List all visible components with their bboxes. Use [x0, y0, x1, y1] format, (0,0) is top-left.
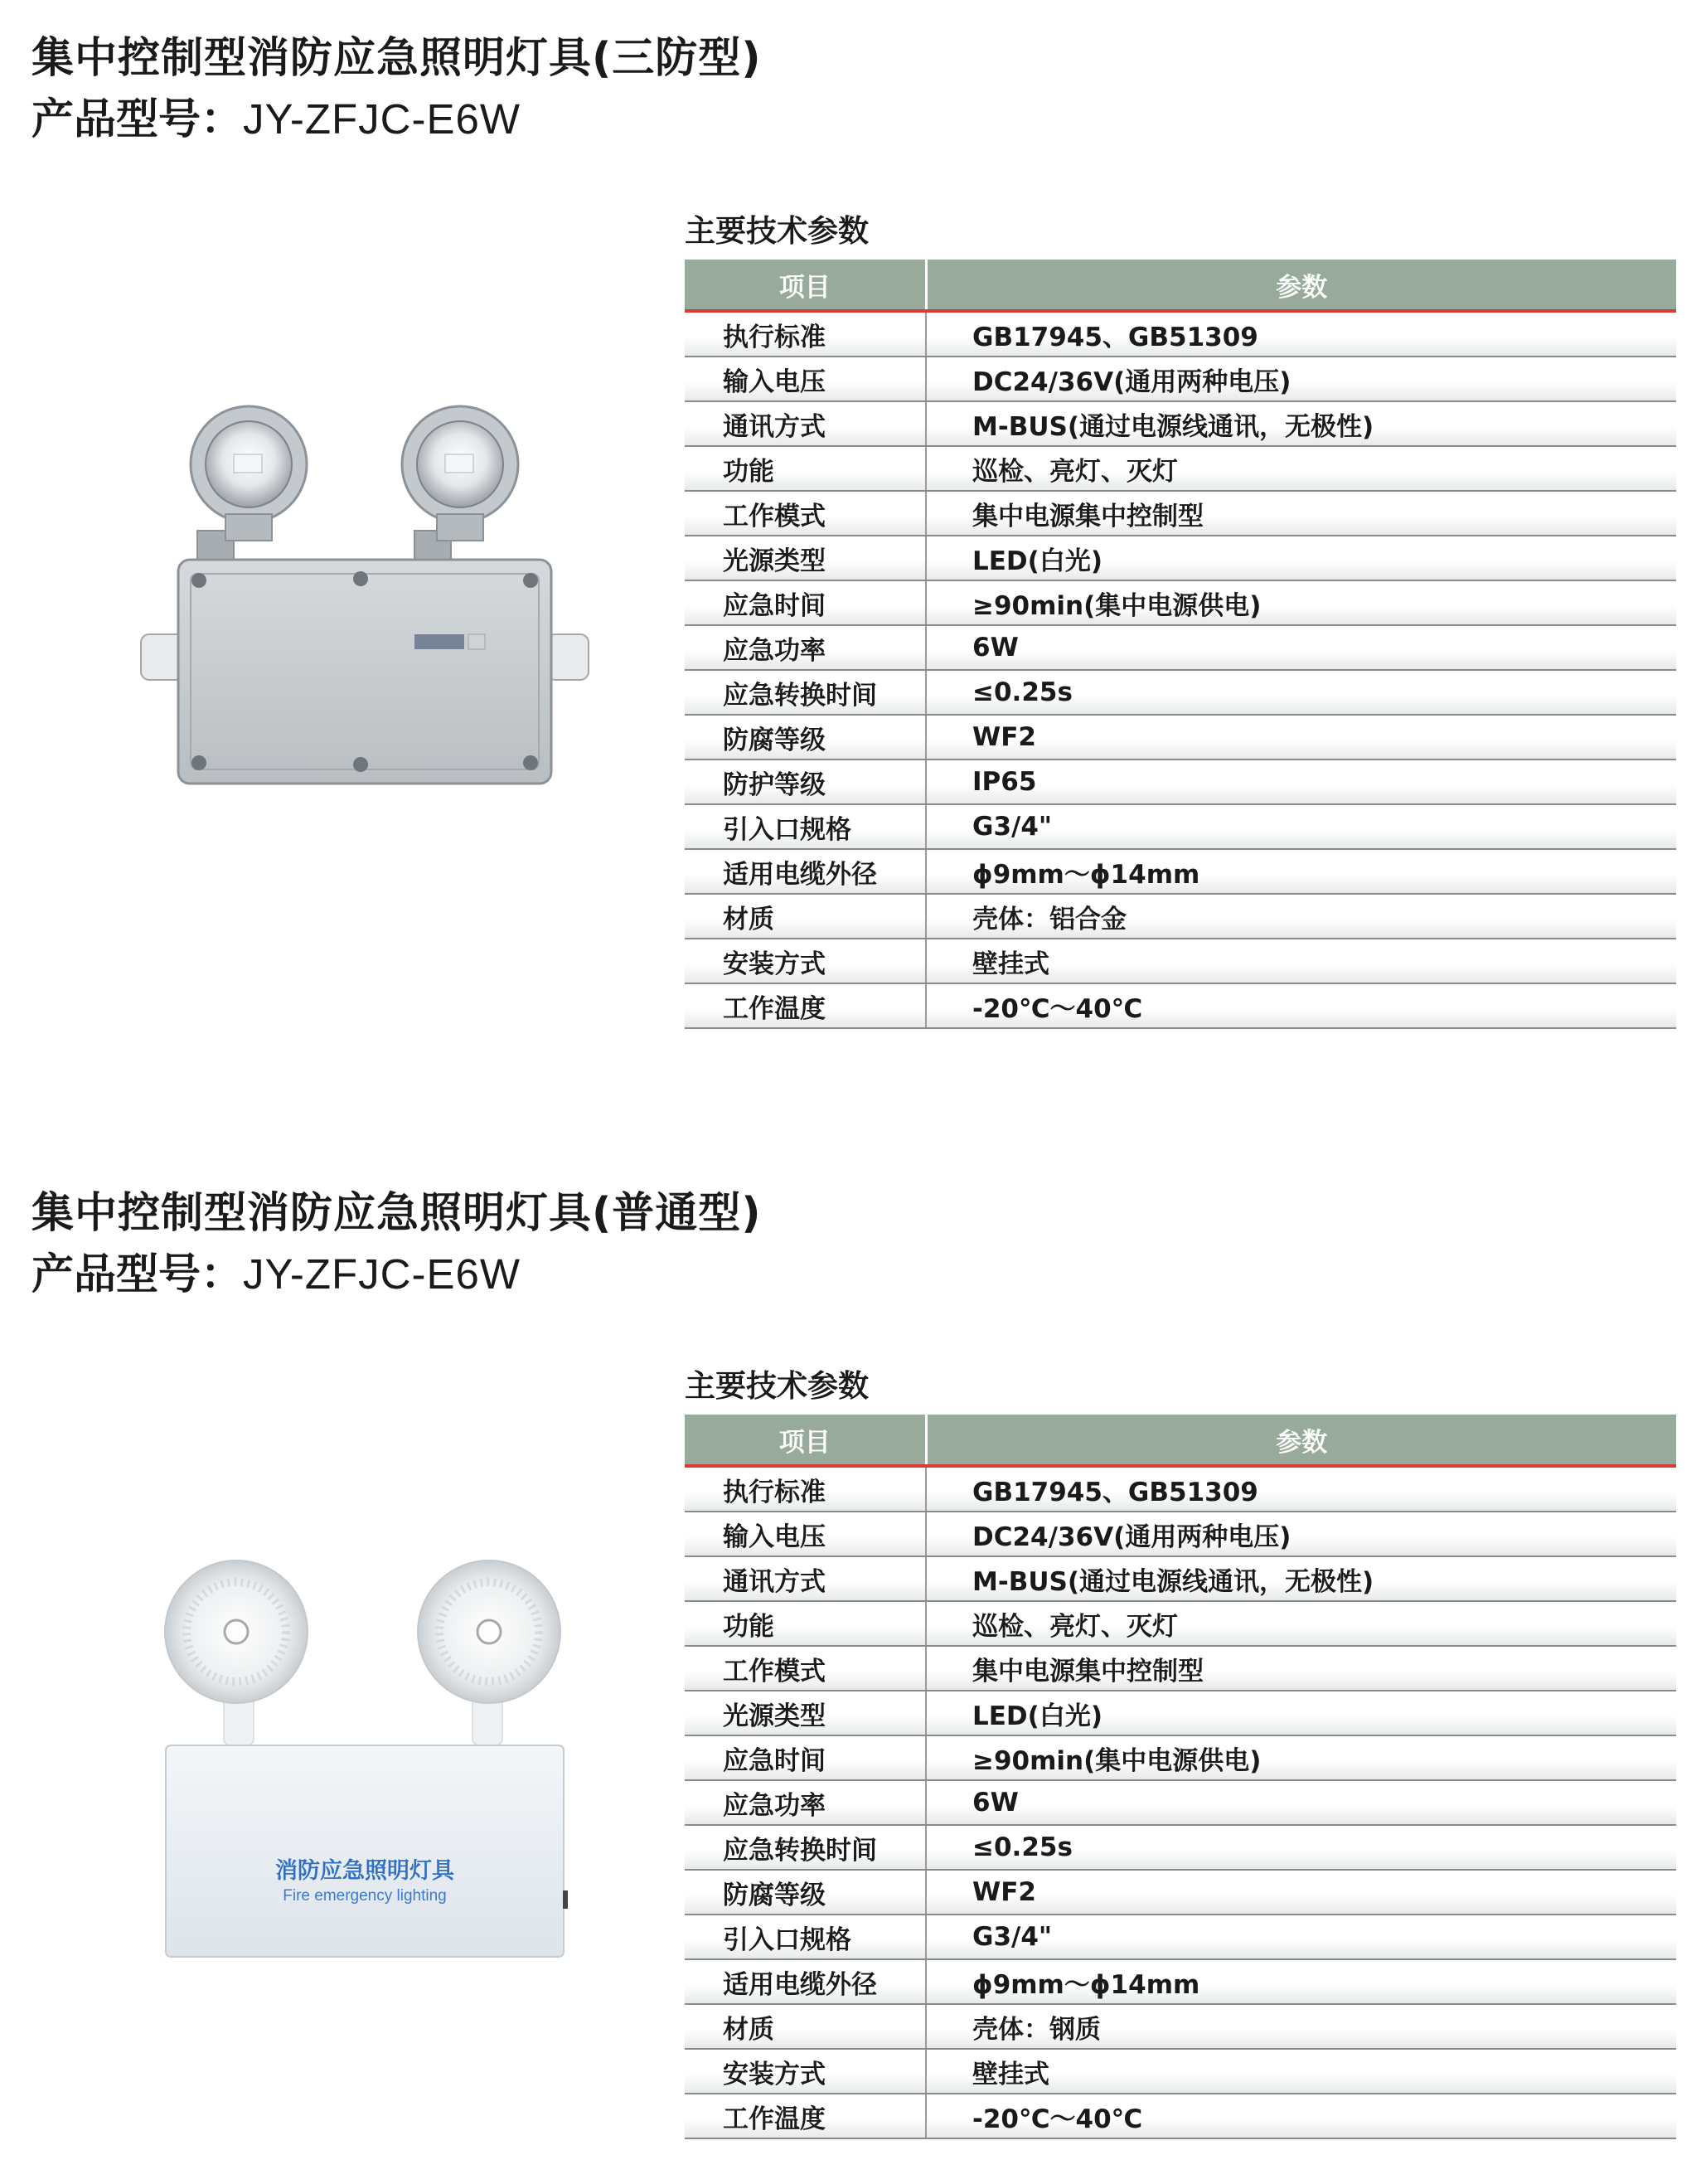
param-value: 壁挂式: [926, 939, 1676, 983]
table-row: [685, 1691, 1676, 1735]
table-row: [685, 1556, 1676, 1601]
param-name: 光源类型: [685, 536, 926, 580]
table-row: [685, 1915, 1676, 1959]
spec-table: [685, 260, 1676, 1029]
param-value: 6W: [926, 625, 1676, 670]
table-row: [685, 939, 1676, 983]
param-value: ϕ9mm～ϕ14mm: [926, 849, 1676, 894]
table-row: [685, 311, 1676, 357]
param-name: 应急功率: [685, 1780, 926, 1825]
param-value: IP65: [926, 760, 1676, 804]
table-header-row: [685, 1415, 1676, 1466]
param-name: 工作模式: [685, 1646, 926, 1691]
param-value: ≥90min(集中电源供电): [926, 1735, 1676, 1780]
table-row: [685, 1825, 1676, 1870]
product-label-en: Fire emergency lighting: [283, 1887, 447, 1905]
param-value: DC24/36V(通用两种电压): [926, 357, 1676, 401]
param-value: ≤0.25s: [926, 1825, 1676, 1870]
table-row: [685, 1646, 1676, 1691]
tri-proof-emergency-light-image: [133, 381, 597, 788]
table-row: [685, 536, 1676, 580]
param-name: 通讯方式: [685, 1556, 926, 1601]
param-value: 6W: [926, 1780, 1676, 1825]
table-row: [685, 1512, 1676, 1556]
param-value: WF2: [926, 1870, 1676, 1915]
param-value: G3/4": [926, 804, 1676, 849]
param-name: 执行标准: [685, 311, 926, 357]
param-name: 工作模式: [685, 491, 926, 536]
param-value: -20℃～40℃: [926, 2094, 1676, 2138]
header-param: 参数: [926, 260, 1676, 311]
param-name: 引入口规格: [685, 1915, 926, 1959]
param-value: M-BUS(通过电源线通讯，无极性): [926, 1556, 1676, 1601]
param-name: 材质: [685, 894, 926, 939]
param-name: 应急时间: [685, 580, 926, 625]
params-heading: 主要技术参数: [685, 1368, 869, 1404]
param-value: 壁挂式: [926, 2049, 1676, 2094]
table-row: [685, 983, 1676, 1028]
param-name: 通讯方式: [685, 401, 926, 446]
param-name: 执行标准: [685, 1466, 926, 1512]
param-value: LED(白光): [926, 536, 1676, 580]
param-value: 壳体：铝合金: [926, 894, 1676, 939]
param-value: ≤0.25s: [926, 670, 1676, 715]
header-param: 参数: [926, 1415, 1676, 1466]
param-value: G3/4": [926, 1915, 1676, 1959]
table-row: [685, 670, 1676, 715]
table-header-row: [685, 260, 1676, 311]
table-row: [685, 1959, 1676, 2004]
header-item: 项目: [685, 260, 926, 311]
spec-table-body: [685, 311, 1676, 1028]
param-value: -20℃～40℃: [926, 983, 1676, 1028]
param-value: GB17945、GB51309: [926, 311, 1676, 357]
param-value: DC24/36V(通用两种电压): [926, 1512, 1676, 1556]
param-name: 材质: [685, 2004, 926, 2049]
table-row: [685, 715, 1676, 760]
table-row: [685, 1601, 1676, 1646]
param-name: 功能: [685, 1601, 926, 1646]
param-value: 巡检、亮灯、灭灯: [926, 1601, 1676, 1646]
table-row: [685, 580, 1676, 625]
product-model: [32, 1240, 521, 1301]
param-name: 光源类型: [685, 1691, 926, 1735]
param-value: ≥90min(集中电源供电): [926, 580, 1676, 625]
table-row: [685, 849, 1676, 894]
param-name: 引入口规格: [685, 804, 926, 849]
table-row: [685, 2094, 1676, 2138]
table-row: [685, 894, 1676, 939]
param-name: 安装方式: [685, 2049, 926, 2094]
param-name: 适用电缆外径: [685, 1959, 926, 2004]
model-label: 产品型号：: [32, 1250, 244, 1299]
table-row: [685, 625, 1676, 670]
param-name: 防腐等级: [685, 715, 926, 760]
param-value: 巡检、亮灯、灭灯: [926, 446, 1676, 491]
param-name: 输入电压: [685, 357, 926, 401]
table-row: [685, 1466, 1676, 1512]
param-value: 集中电源集中控制型: [926, 491, 1676, 536]
standard-emergency-light-image: [153, 1559, 576, 1983]
table-row: [685, 1780, 1676, 1825]
table-row: [685, 2049, 1676, 2094]
param-name: 安装方式: [685, 939, 926, 983]
param-name: 防护等级: [685, 760, 926, 804]
param-name: 工作温度: [685, 983, 926, 1028]
param-value: GB17945、GB51309: [926, 1466, 1676, 1512]
param-name: 应急转换时间: [685, 670, 926, 715]
param-value: 集中电源集中控制型: [926, 1646, 1676, 1691]
param-name: 应急转换时间: [685, 1825, 926, 1870]
param-name: 工作温度: [685, 2094, 926, 2138]
param-name: 应急功率: [685, 625, 926, 670]
table-row: [685, 1735, 1676, 1780]
table-row: [685, 357, 1676, 401]
params-heading: 主要技术参数: [685, 213, 869, 249]
product-label-cn: 消防应急照明灯具: [275, 1858, 454, 1884]
product-title: 集中控制型消防应急照明灯具(普通型): [32, 1189, 762, 1238]
param-value: M-BUS(通过电源线通讯，无极性): [926, 401, 1676, 446]
spec-table-body: [685, 1466, 1676, 2138]
param-value: ϕ9mm～ϕ14mm: [926, 1959, 1676, 2004]
spec-table: [685, 1415, 1676, 2139]
table-row: [685, 491, 1676, 536]
product-model: [32, 85, 521, 146]
param-name: 应急时间: [685, 1735, 926, 1780]
param-name: 输入电压: [685, 1512, 926, 1556]
param-value: LED(白光): [926, 1691, 1676, 1735]
param-name: 功能: [685, 446, 926, 491]
param-value: WF2: [926, 715, 1676, 760]
model-label: 产品型号：: [32, 95, 244, 144]
table-row: [685, 760, 1676, 804]
product-title: 集中控制型消防应急照明灯具(三防型): [32, 34, 762, 83]
header-item: 项目: [685, 1415, 926, 1466]
table-row: [685, 2004, 1676, 2049]
param-name: 防腐等级: [685, 1870, 926, 1915]
table-row: [685, 401, 1676, 446]
model-code: JY-ZFJC-E6W: [243, 1250, 521, 1298]
model-code: JY-ZFJC-E6W: [243, 95, 521, 143]
table-row: [685, 804, 1676, 849]
table-row: [685, 1870, 1676, 1915]
param-value: 壳体：钢质: [926, 2004, 1676, 2049]
param-name: 适用电缆外径: [685, 849, 926, 894]
table-row: [685, 446, 1676, 491]
